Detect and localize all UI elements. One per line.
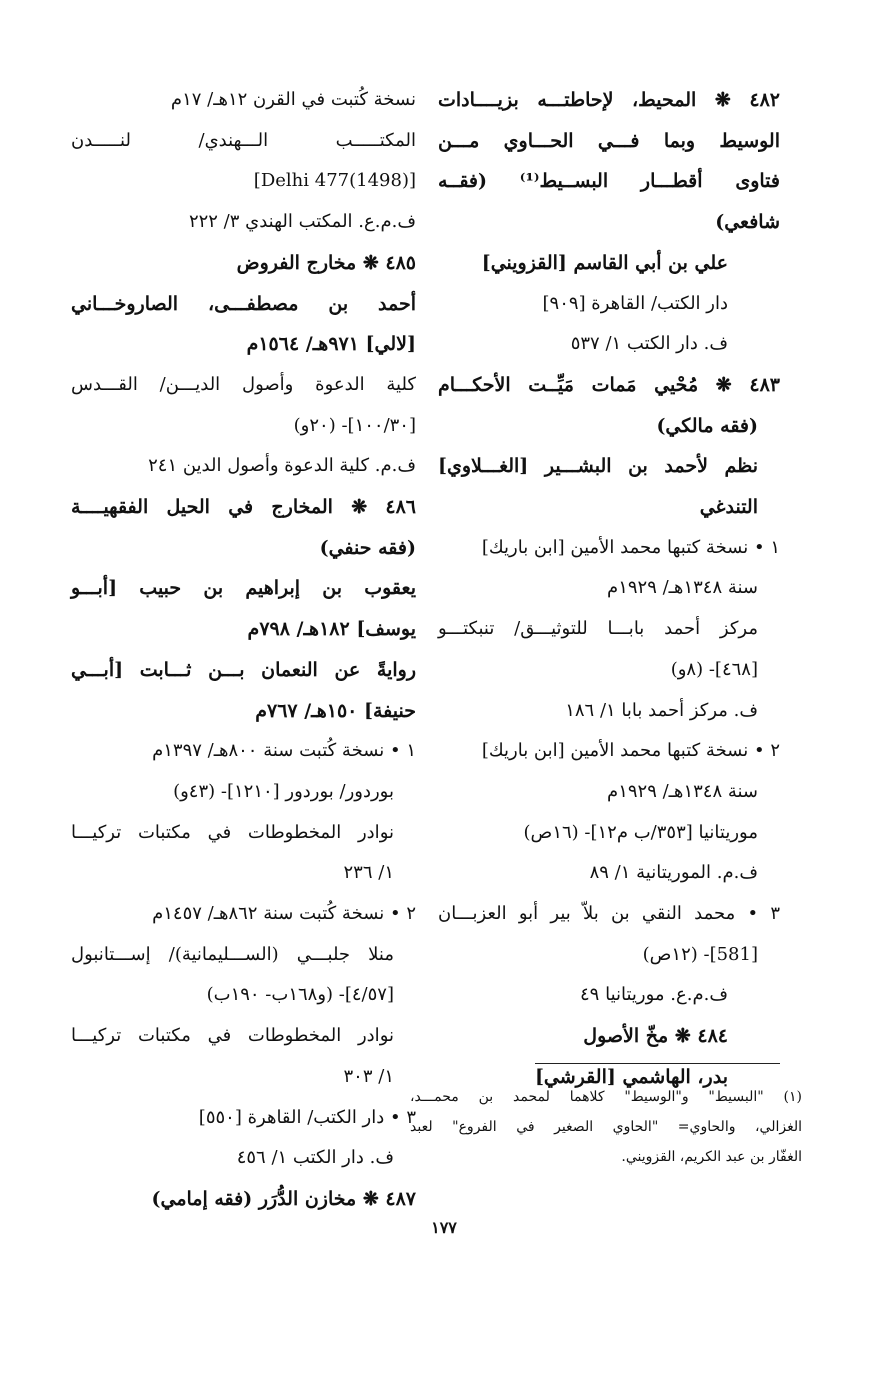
text-line: سنة ١٣٤٨هـ/ ١٩٢٩م — [607, 577, 758, 599]
text-line: ف. دار الكتب ١/ ٥٣٧ — [570, 333, 728, 355]
text-line: ف.م.ع. موريتانيا ٤٩ — [580, 984, 728, 1006]
text-line: نسخة كُتبت في القرن ١٢هـ/ ١٧م — [170, 89, 416, 110]
text-line: ف.م. الموريتانية ١/ ٨٩ — [589, 862, 758, 884]
text-line: بوردور/ بوردور [١٢١٠]- (٤٣و) — [173, 780, 394, 802]
text-line: [٤/٥٧]- (و١٦٨ب- ١٩٠ب) — [206, 984, 394, 1006]
footnote-separator — [535, 1063, 780, 1064]
entry-heading-line: بدر، الهاشمي [القرشي] — [534, 1065, 728, 1088]
text-line: ف. مركز أحمد بابا ١/ ١٨٦ — [565, 699, 758, 721]
text-line: ٣ • محمد النقي بن بلاّ بير أبو العزبـــان — [438, 903, 780, 925]
entry-heading-line: (فقه حنفي) — [319, 536, 416, 559]
text-line: المكتـــــب الـــهندي/ لنـــــدن — [71, 129, 416, 151]
entry-heading-line: حنيفة] ١٥٠هـ/ ٧٦٧م — [255, 699, 416, 722]
entry-heading-line: ٤٨٢ ❋ المحيط، لإحاطتـــه بزيــــادات — [438, 89, 780, 111]
text-line: ٢ • نسخة كُتبت سنة ٨٦٢هـ/ ١٤٥٧م — [152, 903, 416, 925]
text-line: ٣ • دار الكتب/ القاهرة [٥٥٠] — [198, 1106, 416, 1128]
text-line: [(1498)Delhi 477] — [253, 170, 416, 192]
page-number: ١٧٧ — [431, 1218, 457, 1237]
text-line: ف.م.ع. المكتب الهندي ٣/ ٢٢٢ — [188, 211, 416, 233]
text-line: كلية الدعوة وأصول الديـــن/ القـــدس — [71, 373, 416, 395]
text-line: ف.م. كلية الدعوة وأصول الدين ٢٤١ — [148, 455, 416, 477]
text-line: [١٠٠/٣٠]- (٢٠و) — [293, 414, 416, 436]
text-line: الغفّار بن عبد الكريم، القزويني. — [621, 1149, 802, 1165]
text-line: موريتانيا [٣٥٣/ب م١٢]- (١٦ص) — [523, 821, 758, 843]
left-column — [71, 80, 416, 1220]
text-line: دار الكتب/ القاهرة [٩٠٩] — [542, 292, 728, 314]
right-column — [438, 80, 780, 1098]
text-line: منلا جلبـــي (الســـليمانية)/ إســـتانبول — [71, 943, 394, 965]
text-line: نوادر المخطوطات في مكتبات تركيـــا — [71, 821, 394, 843]
text-line: ف. دار الكتب ١/ ٤٥٦ — [236, 1147, 394, 1169]
text-line: الغزالي، والحاوي= "الحاوي الصغير في الفروع" لعبد — [410, 1119, 802, 1135]
entry-heading-line: فتاوى أقطـــار البســيط⁽¹⁾ (فقــه — [438, 170, 781, 193]
text-line: (١) "البسيط" و"الوسيط" كلاهما لمحمد بن محمـــد، — [410, 1089, 802, 1105]
text-line: ١ • نسخة كُتبت سنة ٨٠٠هـ/ ١٣٩٧م — [152, 740, 416, 762]
entry-heading-line: (فقه مالكي) — [656, 414, 758, 437]
text-line: ١/ ٣٠٣ — [343, 1065, 394, 1087]
entry-heading-line: يعقوب بن إبراهيم بن حبيب [أبـــو — [71, 577, 416, 600]
entry-heading-line: يوسف] ١٨٢هـ/ ٧٩٨م — [247, 618, 416, 641]
entry-heading-line: شافعي) — [715, 211, 780, 234]
entry-heading-line: علي بن أبي القاسم [القزويني] — [481, 251, 728, 274]
entry-heading-line: ٤٨٥ ❋ مخارج الفروض — [236, 251, 416, 274]
entry-heading-line: ٤٨٣ ❋ مُحْيي مَمات مَيِّــت الأحكـــام — [438, 373, 780, 396]
text-line: ١/ ٢٣٦ — [343, 862, 394, 884]
text-line: [581]- (١٢ص) — [642, 943, 758, 965]
entry-heading-line: ٤٨٦ ❋ المخارج في الحيل الفقهيــــة — [71, 496, 416, 519]
text-line: سنة ١٣٤٨هـ/ ١٩٢٩م — [607, 780, 758, 802]
text-line: نوادر المخطوطات في مكتبات تركيـــا — [71, 1025, 394, 1047]
text-line: ٢ • نسخة كتبها محمد الأمين [ابن باريك] — [481, 740, 780, 762]
entry-heading-line: التندغي — [699, 496, 758, 519]
entry-heading-line: أحمد بن مصطفـــى، الصاروخـــاني — [71, 292, 416, 315]
entry-heading-line: نظم لأحمد بن البشـــير [الغـــلاوي] — [438, 455, 758, 478]
text-line: مركز أحمد بابـــا للتوثيـــق/ تنبكتـــو — [438, 618, 758, 640]
text-line: ١ • نسخة كتبها محمد الأمين [ابن باريك] — [481, 536, 780, 558]
entry-heading-line: روايةً عن النعمان بـــن ثـــابت [أبـــي — [71, 658, 416, 681]
text-line: [٤٦٨]- (٨و) — [670, 658, 758, 680]
footnote — [410, 1082, 802, 1172]
entry-heading-line: ٤٨٤ ❋ مخّ الأصول — [583, 1025, 728, 1048]
entry-heading-line: ٤٨٧ ❋ مخازن الدُّرَر (فقه إمامي) — [151, 1187, 416, 1210]
entry-heading-line: [لالي] ٩٧١هـ/ ١٥٦٤م — [246, 333, 416, 356]
entry-heading-line: الوسيط وبما فـــي الحـــاوي مـــن — [438, 129, 780, 152]
